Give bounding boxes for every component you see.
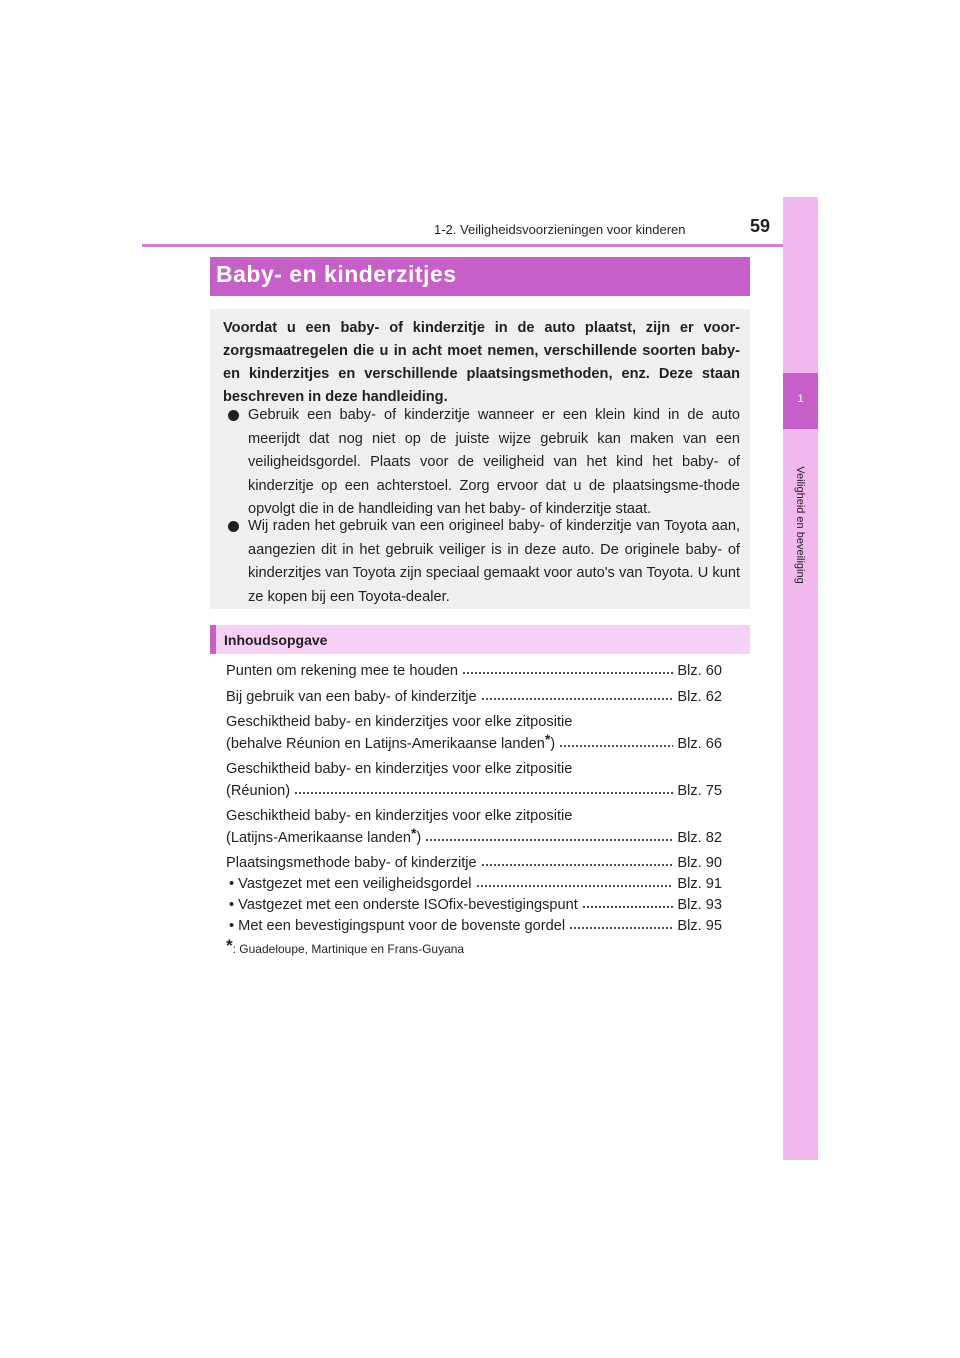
toc-entry-label (226, 731, 556, 753)
footnote-marker: * (544, 731, 551, 747)
toc-entry-label-line1: Geschiktheid baby- en kinderzitjes voor elke zitpositie (226, 714, 573, 730)
toc-subentry-label: • Vastgezet met een onderste ISOfix-bevestigingspunt (229, 897, 578, 913)
toc-entry-label: Punten om rekening mee te houden (226, 663, 459, 679)
footnote-marker: * (226, 936, 233, 955)
page-number: 59 (750, 216, 771, 236)
toc-leader (481, 696, 674, 701)
toc-entry-page: Blz. 75 (677, 783, 722, 799)
toc-heading: Inhoudsopgave (224, 632, 328, 648)
section-title: Baby- en kinderzitjes (216, 261, 457, 287)
intro-bullet (223, 404, 740, 522)
intro-bullet (223, 515, 740, 609)
toc-leader (294, 790, 673, 795)
toc-subentry-page: Blz. 95 (677, 918, 722, 934)
header-section-title: 1-2. Veiligheidsvoorzieningen voor kinderen (434, 222, 686, 237)
toc-entry-label-line1: Geschiktheid baby- en kinderzitjes voor elke zitpositie (226, 761, 573, 777)
toc-subentry-label: • Met een bevestigingspunt voor de bovenste gordel (229, 918, 566, 934)
toc-leader (476, 883, 674, 888)
toc-leader (425, 837, 673, 842)
intro-text: Voordat u een baby- of kinderzitje in de auto plaatst, zijn er voor-zorgsmaatregelen die u in acht moet nemen, verschillende soorten baby- en kinderzitjes en verschillende plaatsingsmethoden, enz. Deze staan beschreven in deze handleiding. (223, 320, 740, 405)
toc-entry-page: Blz. 82 (677, 830, 722, 846)
bullet-text: Wij raden het gebruik van een origineel baby- of kinderzitje van Toyota aan, aangezien dit in het gebruik veiliger is in deze auto. De originele baby- of kinderzitjes van Toyota zijn speciaal gemaakt voor auto's van Toyota. U kunt ze kopen bij een Toyota-dealer. (248, 518, 740, 605)
toc-subentry[interactable] (229, 875, 722, 893)
bullet-icon (228, 410, 239, 421)
toc-entry-label: Bij gebruik van een baby- of kinderzitje (226, 689, 477, 705)
chapter-number: 1 (797, 393, 804, 405)
toc-entry-label-suffix: ) (550, 736, 556, 752)
toc-entry-label: Plaatsingsmethode baby- of kinderzitje (226, 855, 477, 871)
bullet-icon (228, 521, 239, 532)
footnote-text: : Guadeloupe, Martinique en Frans-Guyana (232, 942, 465, 956)
toc-entry-page: Blz. 60 (677, 663, 722, 679)
footnote-marker: * (410, 825, 417, 841)
toc-subentry-label: • Vastgezet met een veiligheidsgordel (229, 876, 472, 892)
toc-entry-label-text: (behalve Réunion en Latijns-Amerikaanse landen (226, 736, 545, 752)
toc-entry[interactable] (226, 854, 722, 872)
toc-subentry-page: Blz. 91 (677, 876, 722, 892)
toc-leader (481, 862, 674, 867)
toc-entry-page: Blz. 90 (677, 855, 722, 871)
toc-entry-label-line1: Geschiktheid baby- en kinderzitjes voor elke zitpositie (226, 808, 573, 824)
toc-entry[interactable] (226, 662, 722, 680)
toc-entry-page: Blz. 62 (677, 689, 722, 705)
toc-header-accent (210, 625, 216, 654)
header-divider (142, 244, 818, 247)
toc-entry[interactable] (226, 688, 722, 706)
bullet-text: Gebruik een baby- of kinderzitje wanneer er een klein kind in de auto meerijdt dat nog niet op de juiste wijze gebruik kan maken van een veiligheidsgordel. Plaats voor de veiligheid van het kind het baby- of kinderzitje op een achterstoel. Zorg ervoor dat u de plaatsingsme-thode opvolgt die in de handleiding van het baby- of kinderzitje staat. (248, 407, 740, 517)
toc-entry-label-text: (Latijns-Amerikaanse landen (226, 830, 411, 846)
toc-leader (462, 670, 673, 675)
toc-subentry[interactable] (229, 896, 722, 914)
toc-entry[interactable] (226, 825, 722, 847)
toc-leader (559, 743, 673, 748)
toc-subentry-page: Blz. 93 (677, 897, 722, 913)
chapter-side-tab (783, 197, 818, 1160)
toc-leader (582, 904, 674, 909)
toc-entry-label: (Réunion) (226, 783, 291, 799)
toc-entry[interactable] (226, 782, 722, 800)
toc-subentry[interactable] (229, 917, 722, 935)
chapter-title: Veiligheid en beveiliging (794, 466, 806, 584)
toc-entry-label (226, 825, 422, 847)
footnote (226, 936, 465, 956)
toc-entry-label-suffix: ) (416, 830, 422, 846)
toc-entry[interactable] (226, 731, 722, 753)
toc-leader (569, 925, 673, 930)
toc-entry-page: Blz. 66 (677, 736, 722, 752)
